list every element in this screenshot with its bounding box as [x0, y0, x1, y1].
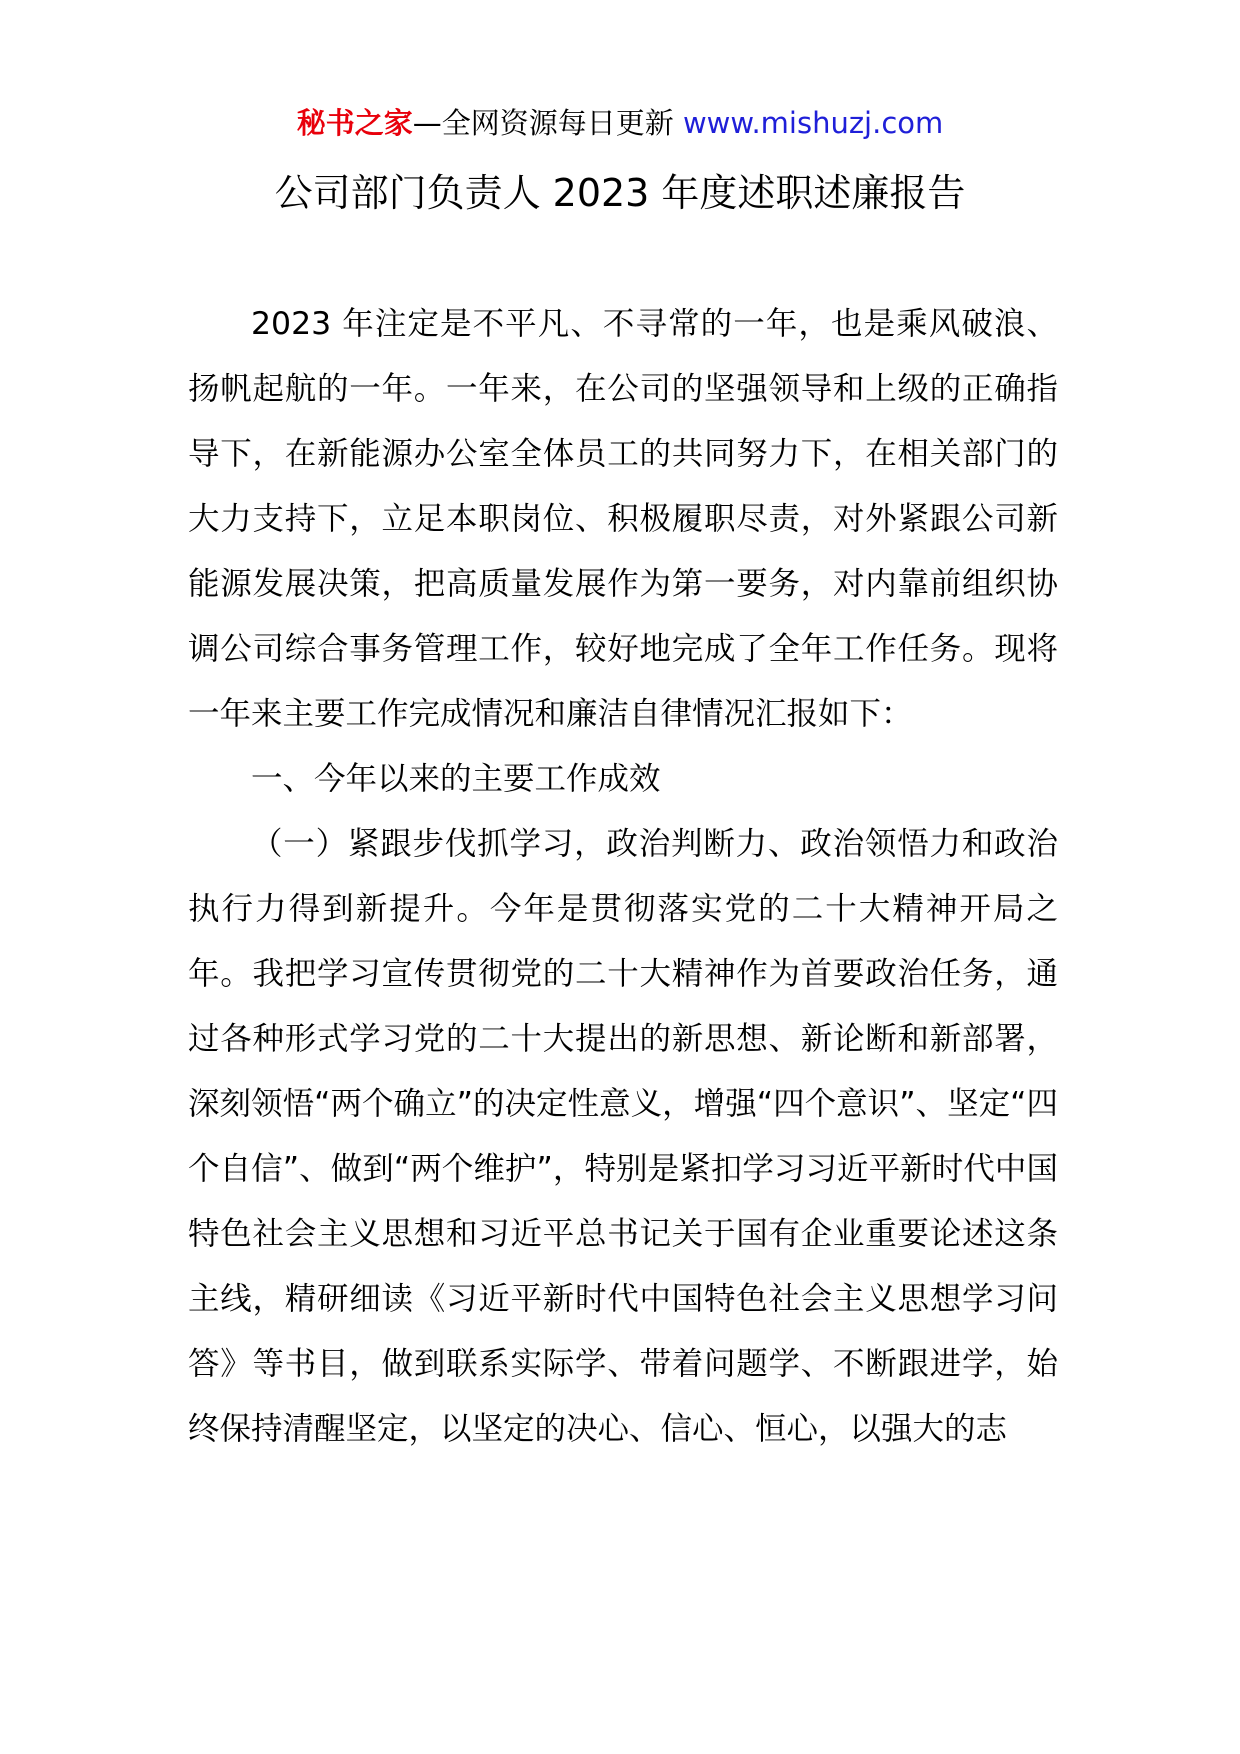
brand-name: 秘书之家: [296, 106, 413, 140]
header-url: www.mishuzj.com: [682, 106, 944, 140]
paragraph-intro: 2023 年注定是不平凡、不寻常的一年，也是乘风破浪、扬帆起航的一年。一年来，在公司的坚强领导和上级的正确指导下，在新能源办公室全体员工的共同努力下，在相关部门的大力支持下，立足本职岗位、积极履职尽责，对外紧跟公司新能源发展决策，把高质量发展作为第一要务，对内靠前组织协调公司综合事务管理工作，较好地完成了全年工作任务。现将一年来主要工作完成情况和廉洁自律情况汇报如下：: [188, 306, 1058, 732]
site-header: [0, 103, 1240, 143]
header-tagline: —全网资源每日更新: [412, 106, 683, 140]
document-title: 公司部门负责人 2023 年度述职述廉报告: [274, 171, 966, 215]
document-body: [188, 292, 1058, 1462]
section-heading: 一、今年以来的主要工作成效: [251, 761, 661, 797]
paragraph-study: （一）紧跟步伐抓学习，政治判断力、政治领悟力和政治执行力得到新提升。今年是贯彻落实党的二十大精神开局之年。我把学习宣传贯彻党的二十大精神作为首要政治任务，通过各种形式学习党的二十大提出的新思想、新论断和新部署，深刻领悟“两个确立”的决定性意义，增强“四个意识”、坚定“四个自信”、做到“两个维护”，特别是紧扣学习习近平新时代中国特色社会主义思想和习近平总书记关于国有企业重要论述这条主线，精研细读《习近平新时代中国特色社会主义思想学习问答》等书目，做到联系实际学、带着问题学、不断跟进学，始终保持清醒坚定，以坚定的决心、信心、恒心，以强大的志: [188, 826, 1058, 1447]
